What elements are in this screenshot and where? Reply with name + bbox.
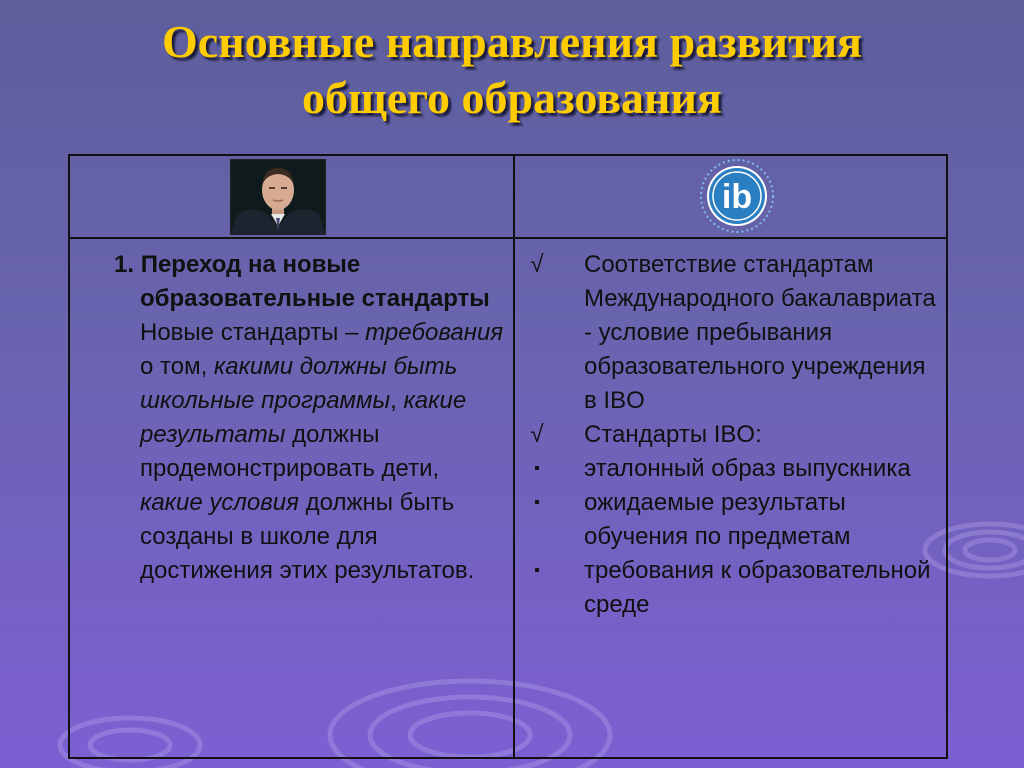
svg-text:ib: ib xyxy=(721,178,753,216)
right-column-list xyxy=(522,248,942,622)
title-line-2: общего образования xyxy=(302,72,722,123)
list-item xyxy=(522,248,942,418)
body-text: Новые стандарты – xyxy=(140,319,366,346)
slide-title xyxy=(0,14,1024,126)
emphasis-text: какие условия xyxy=(140,489,299,516)
title-line-1: Основные направления развития xyxy=(162,16,862,67)
checkmark-icon: √ xyxy=(530,421,544,448)
body-text: , xyxy=(390,387,404,414)
square-bullet-icon: ▪ xyxy=(534,494,540,511)
ib-logo xyxy=(692,156,782,236)
list-item-text: требования к образовательной среде xyxy=(584,557,931,618)
left-heading-line-1: Переход на новые xyxy=(140,251,361,278)
square-bullet-icon: ▪ xyxy=(534,562,540,579)
body-text: должны продемонстрировать дети, xyxy=(140,421,440,482)
left-number: 1. xyxy=(114,251,135,278)
portrait-photo xyxy=(230,159,326,235)
list-item-text: Соответствие стандартам Международного бакалавриата - условие пребывания образовательного учреждения в IBO xyxy=(584,251,936,414)
list-item xyxy=(522,486,942,554)
checkmark-icon: √ xyxy=(530,251,544,278)
body-text: должны быть созданы в школе для достижения этих результатов. xyxy=(140,489,475,584)
left-column-text xyxy=(114,248,504,588)
emphasis-text: какие результаты xyxy=(140,387,467,448)
list-item-text: Стандарты IBO: xyxy=(584,421,762,448)
list-item xyxy=(522,452,942,486)
left-heading xyxy=(114,248,504,316)
left-heading-rest: образовательные стандарты xyxy=(140,285,490,312)
list-item-text: ожидаемые результаты обучения по предметам xyxy=(584,489,851,550)
comparison-table xyxy=(68,154,948,759)
square-bullet-icon: ▪ xyxy=(534,460,540,477)
list-item-text: эталонный образ выпускника xyxy=(584,455,911,482)
left-body-text xyxy=(114,316,504,588)
body-text: о том, xyxy=(140,353,214,380)
list-item xyxy=(522,554,942,622)
table-column-divider xyxy=(513,156,515,757)
emphasis-text: какими должны быть школьные программы xyxy=(140,353,458,414)
list-item xyxy=(522,418,942,452)
emphasis-text: требования xyxy=(365,319,504,346)
table-row-divider xyxy=(70,237,946,239)
